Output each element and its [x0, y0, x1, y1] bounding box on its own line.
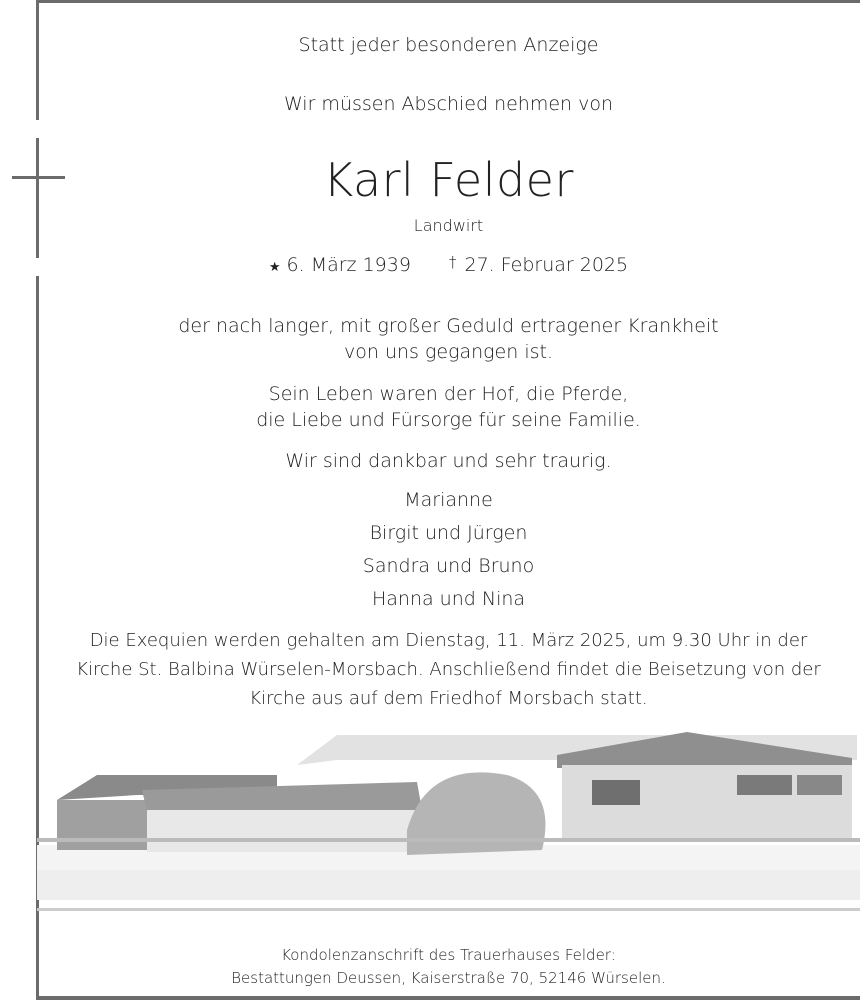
farm-watercolor-illustration — [37, 720, 860, 920]
occupation: Landwirt — [413, 216, 484, 235]
text-line: Sein Leben waren der Hof, die Pferde, — [268, 383, 629, 405]
life-dates — [37, 245, 860, 285]
dagger-icon: † — [448, 253, 457, 271]
service-line: Die Exequien werden gehalten am Dienstag, 11. März 2025, um 9.30 Uhr in der — [89, 630, 808, 651]
condolence-heading: Kondolenzanschrift des Trauerhauses Felder: — [281, 946, 616, 964]
death-date: 27. Februar 2025 — [464, 254, 629, 276]
intro-text: Statt jeder besonderen Anzeige — [298, 34, 599, 56]
star-icon: ★ — [268, 260, 281, 275]
birth-date: 6. März 1939 — [286, 254, 411, 276]
lead-text: Wir müssen Abschied nehmen von — [283, 93, 614, 115]
mourner: Sandra und Bruno — [362, 555, 535, 577]
mourner: Birgit und Jürgen — [369, 522, 528, 544]
service-line: Kirche St. Balbina Würselen-Morsbach. Anschließend findet die Beisetzung von der — [76, 659, 821, 680]
mourner: Marianne — [404, 489, 493, 511]
text-line: die Liebe und Fürsorge für seine Familie. — [256, 409, 641, 431]
condolence-address: Bestattungen Deussen, Kaiserstraße 70, 52146 Würselen. — [231, 969, 666, 987]
frame-top-border — [36, 0, 860, 3]
text-line: der nach langer, mit großer Geduld ertragener Krankheit — [178, 315, 719, 337]
mourner: Hanna und Nina — [371, 588, 526, 610]
text-line: Wir sind dankbar und sehr traurig. — [285, 450, 612, 472]
text-line: von uns gegangen ist. — [344, 341, 553, 363]
service-line: Kirche aus auf dem Friedhof Morsbach statt. — [249, 688, 648, 709]
frame-bottom-border — [36, 996, 860, 1000]
deceased-name: Karl Felder — [323, 153, 574, 207]
